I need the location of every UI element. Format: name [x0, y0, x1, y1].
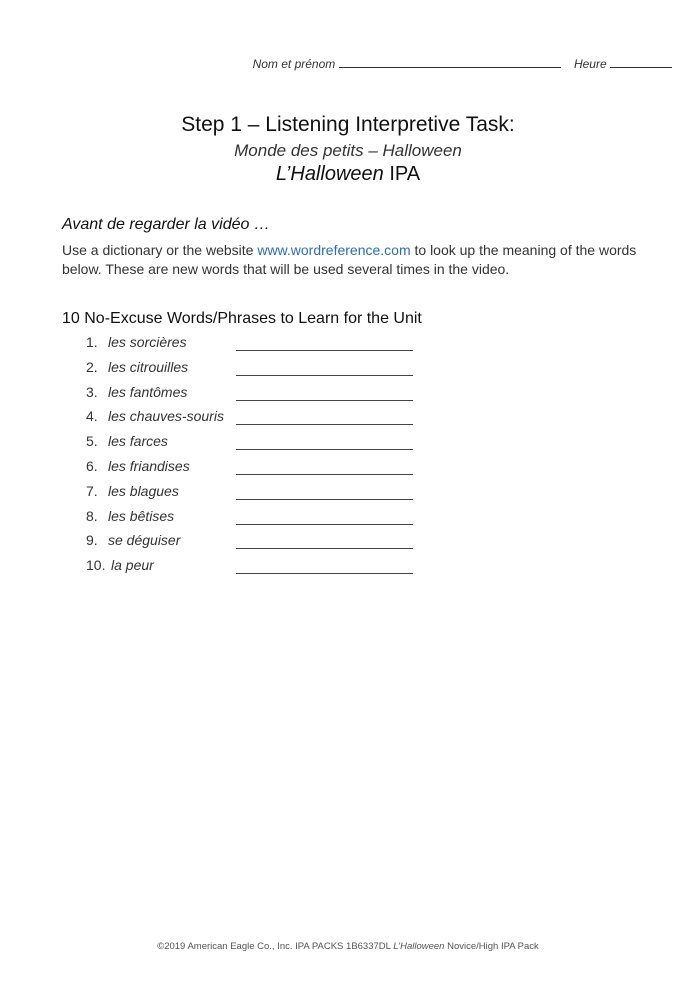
- vocab-item: [0, 458, 696, 480]
- vocab-heading: 10 No-Excuse Words/Phrases to Learn for the Unit: [62, 310, 422, 327]
- answer-blank[interactable]: [236, 375, 413, 376]
- vocab-word: les farces: [108, 433, 168, 450]
- instructions-paragraph: [62, 241, 662, 279]
- hour-label: Heure: [573, 57, 607, 71]
- vocab-item: [0, 508, 696, 530]
- vocab-word: les sorcières: [108, 334, 187, 350]
- vocab-item: [0, 408, 696, 430]
- answer-blank[interactable]: [236, 350, 413, 351]
- vocab-word: se déguiser: [108, 532, 181, 549]
- vocab-item: [0, 334, 696, 356]
- wordreference-link[interactable]: www.wordreference.com: [257, 242, 411, 258]
- answer-blank[interactable]: [236, 474, 413, 475]
- vocab-word: les chauves-souris: [108, 408, 224, 425]
- answer-blank[interactable]: [236, 449, 413, 450]
- footer: [0, 941, 696, 952]
- vocab-number: 7.: [86, 482, 98, 499]
- page-title-ipa: [0, 163, 696, 186]
- answer-blank[interactable]: [236, 424, 413, 425]
- vocab-number: 1.: [86, 334, 98, 350]
- vocab-number: 9.: [86, 532, 98, 549]
- footer-italic: L’Halloween: [393, 941, 445, 952]
- vocab-number: 3.: [86, 383, 98, 400]
- vocab-number: 2.: [86, 358, 98, 375]
- vocab-item: [0, 433, 696, 455]
- vocab-word: la peur: [111, 557, 154, 574]
- vocab-word: les blagues: [108, 482, 179, 499]
- vocab-number: 8.: [86, 507, 98, 524]
- vocab-item: [0, 483, 696, 505]
- vocab-item: [0, 532, 696, 554]
- vocab-number: 6.: [86, 458, 98, 474]
- title-italic: L’Halloween: [275, 163, 384, 185]
- page-subtitle: Monde des petits – Halloween: [234, 141, 462, 160]
- answer-blank[interactable]: [236, 548, 413, 549]
- vocab-word: les citrouilles: [108, 358, 189, 375]
- footer-text-2: Novice/High IPA Pack: [444, 941, 539, 952]
- vocab-item: [0, 557, 696, 579]
- title-rest: IPA: [389, 163, 421, 185]
- answer-blank[interactable]: [236, 400, 413, 401]
- name-blank[interactable]: [339, 57, 561, 68]
- hour-blank[interactable]: [610, 57, 672, 68]
- name-hour-line: [253, 57, 672, 71]
- answer-blank[interactable]: [236, 573, 413, 574]
- before-video-heading: Avant de regarder la vidéo …: [62, 216, 270, 233]
- vocab-word: les bêtises: [108, 507, 175, 524]
- vocab-word: les fantômes: [108, 383, 188, 400]
- vocab-number: 4.: [86, 408, 98, 425]
- instructions-text-1: Use a dictionary or the website: [62, 242, 258, 258]
- vocab-number: 5.: [86, 433, 98, 450]
- instructions-text-2: to look up the meaning of the words below. These are new words that will be used several times in the video.: [62, 242, 637, 277]
- vocab-number: 10.: [86, 557, 106, 574]
- name-label: Nom et prénom: [252, 57, 336, 71]
- answer-blank[interactable]: [236, 524, 413, 525]
- page-title: Step 1 – Listening Interpretive Task:: [181, 113, 515, 136]
- answer-blank[interactable]: [236, 499, 413, 500]
- vocab-item: [0, 384, 696, 406]
- vocab-item: [0, 359, 696, 381]
- vocab-word: les friandises: [108, 458, 190, 474]
- footer-text-1: ©2019 American Eagle Co., Inc. IPA PACKS 1B6337DL: [157, 941, 394, 952]
